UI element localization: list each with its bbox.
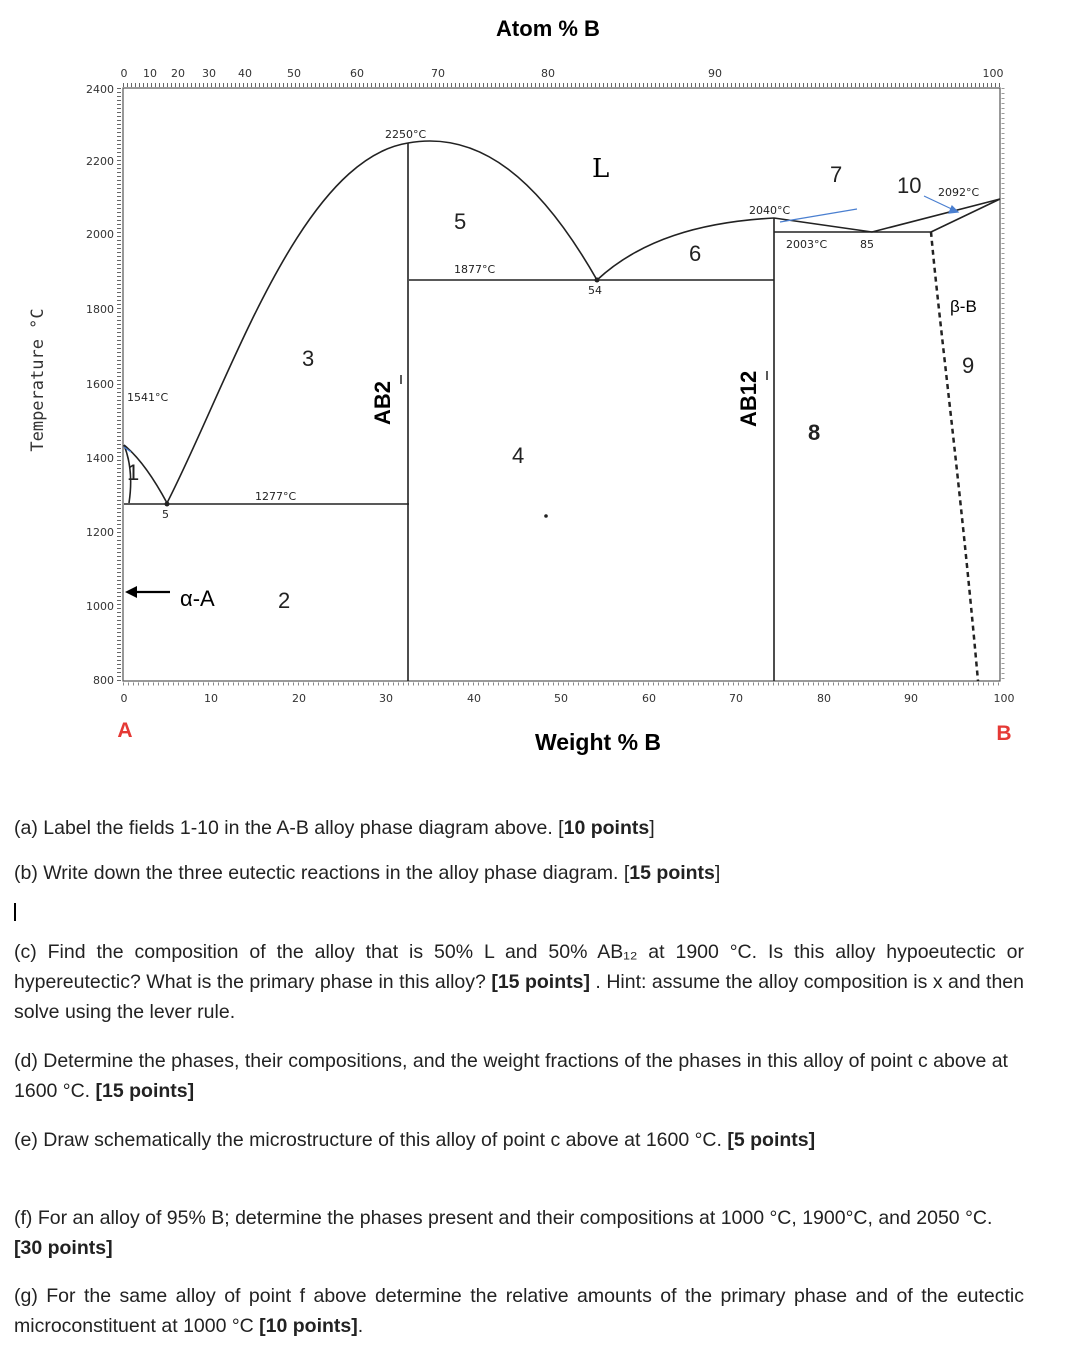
bottom-tick: 100 — [993, 692, 1015, 705]
question-g-end: . — [357, 1315, 364, 1337]
liquidus-ab2-right — [408, 141, 597, 280]
field-8: 8 — [808, 420, 821, 445]
label-54: 54 — [588, 284, 602, 297]
question-d-points: [15 points] — [95, 1080, 195, 1102]
label-alpha-a: α-A — [180, 586, 215, 611]
bottom-tick: 80 — [817, 692, 831, 705]
question-a — [14, 813, 1024, 843]
text-cursor — [14, 903, 16, 921]
question-c — [14, 937, 1024, 1027]
question-a-end: ] — [649, 817, 655, 839]
top-tick: 0 — [120, 67, 128, 80]
label-85: 85 — [860, 238, 874, 251]
top-tick: 40 — [238, 67, 252, 80]
y-tick: 2000 — [86, 228, 114, 241]
field-5: 5 — [454, 209, 467, 234]
label-2250: 2250°C — [385, 128, 427, 141]
question-e-text: (e) Draw schematically the microstructure of this alloy of point c above at 1600 °C. — [14, 1129, 728, 1151]
question-a-text: (a) Label the fields 1-10 in the A-B alloy phase diagram above. [ — [14, 817, 564, 839]
y-tick: 1200 — [86, 526, 114, 539]
top-tick-labels — [121, 67, 1004, 80]
y-tick: 1800 — [86, 303, 114, 316]
label-ab12: AB12 — [736, 370, 761, 427]
phase-lines — [124, 141, 1000, 681]
top-tick: 60 — [350, 67, 364, 80]
alpha-arrow-head — [125, 586, 137, 598]
top-axis-title: Atom % B — [496, 16, 600, 41]
top-tick: 20 — [171, 67, 185, 80]
top-tick: 100 — [982, 67, 1004, 80]
label-5: 5 — [162, 508, 169, 521]
label-ab2: AB2 — [370, 380, 395, 425]
field-7: 7 — [830, 162, 843, 187]
question-f — [14, 1203, 1024, 1263]
arrow-region-7 — [780, 209, 857, 222]
field-3: 3 — [302, 346, 315, 371]
label-1877: 1877°C — [454, 263, 496, 276]
plot-frame — [123, 88, 1000, 681]
question-g-text: (g) For the same alloy of point f above determine the relative amounts of the primary phase and of the eutectic microconstituent at 1000 °C — [14, 1285, 1024, 1337]
top-tick: 90 — [708, 67, 722, 80]
bottom-tick: 0 — [120, 692, 128, 705]
field-9: 9 — [962, 353, 975, 378]
end-label-b: B — [996, 722, 1012, 745]
bottom-tick: 90 — [904, 692, 918, 705]
question-b-text: (b) Write down the three eutectic reactions in the alloy phase diagram. [ — [14, 862, 630, 884]
top-tick: 50 — [287, 67, 301, 80]
bottom-tick: 50 — [554, 692, 568, 705]
label-2092: 2092°C — [938, 186, 980, 199]
question-f-points: [30 points] — [14, 1237, 113, 1259]
y-axis-title: Temperature °C — [28, 308, 48, 452]
bottom-tick: 20 — [292, 692, 306, 705]
top-tick: 10 — [143, 67, 157, 80]
question-g — [14, 1281, 1024, 1341]
question-f-text: (f) For an alloy of 95% B; determine the phases present and their compositions at 1000 °C, 1900°C, and 2050 °C. — [14, 1207, 993, 1229]
top-tick: 80 — [541, 67, 555, 80]
question-g-points: [10 points] — [259, 1315, 358, 1337]
label-2040: 2040°C — [749, 204, 791, 217]
label-beta-b: β-B — [950, 297, 977, 316]
field-10: 10 — [897, 173, 922, 198]
bottom-tick: 70 — [729, 692, 743, 705]
temperature-annotations — [127, 128, 979, 521]
y-tick: 1400 — [86, 452, 114, 465]
top-tick: 70 — [431, 67, 445, 80]
field-6: 6 — [689, 241, 702, 266]
bottom-tick: 60 — [642, 692, 656, 705]
label-1277: 1277°C — [255, 490, 297, 503]
label-liquid: L — [592, 154, 610, 184]
question-c-points: [15 points] — [491, 971, 590, 993]
question-c-end: . Hint: assume the alloy composition is x and then solve using the lever rule. — [14, 971, 1024, 1023]
bottom-tick: 40 — [467, 692, 481, 705]
liquidus-ab12-left — [597, 218, 774, 280]
bottom-tick: 10 — [204, 692, 218, 705]
alpha-arrow — [125, 586, 170, 598]
field-1: 1 — [127, 460, 140, 485]
liquidus-b-upper — [872, 199, 1000, 232]
stray-dot — [544, 514, 548, 518]
question-b-end: ] — [714, 862, 721, 884]
y-tick: 1000 — [86, 600, 114, 613]
label-2003: 2003°C — [786, 238, 828, 251]
question-c-text: (c) Find the composition of the alloy that is 50% L and 50% AB₁₂ at 1900 °C. Is this alloy hypoeutectic or hypereutectic? What is the primary phase in this alloy? — [14, 941, 1024, 993]
y-tick: 800 — [93, 674, 114, 687]
bottom-axis-title: Weight % B — [534, 729, 662, 755]
question-b — [14, 858, 1024, 888]
end-label-a: A — [117, 719, 133, 742]
question-e-points: [5 points] — [727, 1129, 816, 1151]
top-tick: 30 — [202, 67, 216, 80]
question-d-text: (d) Determine the phases, their compositions, and the weight fractions of the phases in this alloy of point c above at 1600 °C. — [14, 1050, 1008, 1102]
y-tick-labels — [86, 83, 114, 687]
field-numbers — [127, 162, 974, 613]
bottom-tick-labels — [121, 692, 1015, 705]
field-2: 2 — [278, 588, 291, 613]
label-1541: 1541°C — [127, 391, 169, 404]
bottom-tick: 30 — [379, 692, 393, 705]
y-tick: 2200 — [86, 155, 114, 168]
liquidus-ab2-left — [167, 143, 408, 503]
field-4: 4 — [512, 443, 525, 468]
eutectic-point-54 — [595, 278, 600, 283]
question-b-points: 15 points — [629, 862, 715, 884]
question-e — [14, 1125, 1024, 1155]
question-d — [14, 1046, 1024, 1106]
question-a-points: 10 points — [563, 817, 650, 839]
y-tick: 2400 — [86, 83, 114, 96]
eutectic-point-5 — [165, 502, 170, 507]
y-tick: 1600 — [86, 378, 114, 391]
